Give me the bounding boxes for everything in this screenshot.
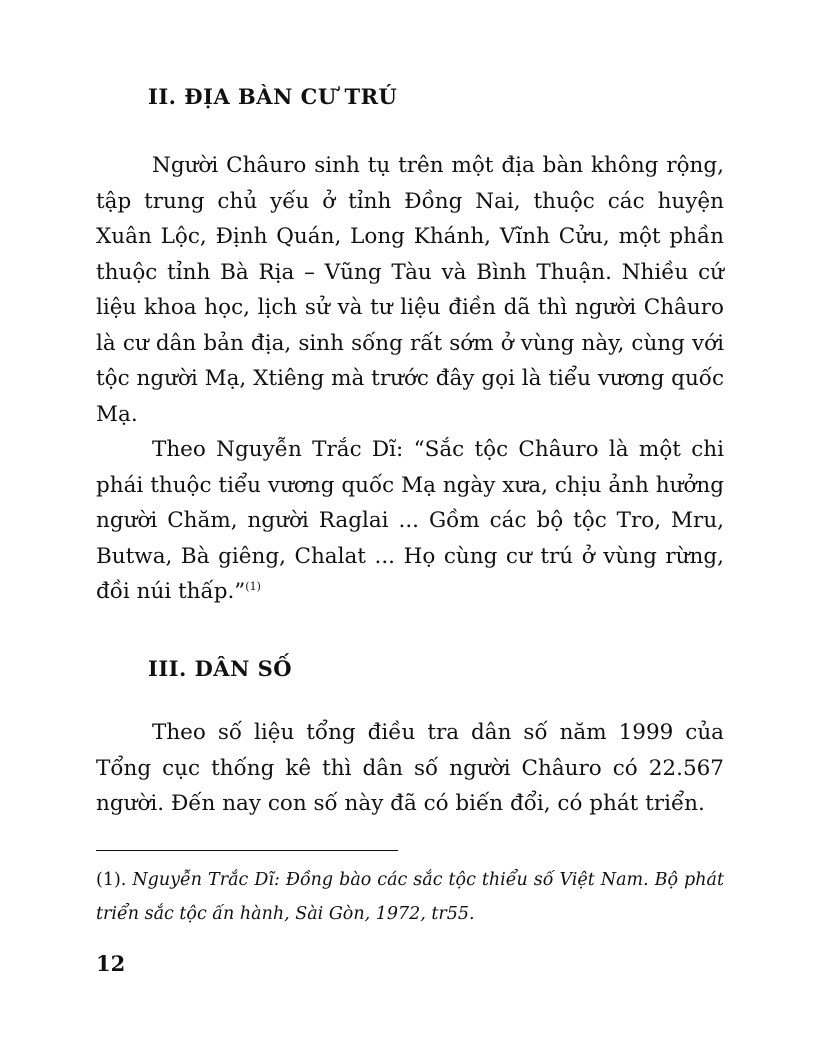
footnote-divider — [96, 850, 398, 851]
paragraph-dia-ban: Người Châuro sinh tụ trên một địa bàn không rộng, tập trung chủ yếu ở tỉnh Đồng Nai, thuộc các huyện Xuân Lộc, Định Quán, Long Khánh, Vĩnh Cửu, một phần thuộc tỉnh Bà Rịa – Vũng Tàu và Bình Thuận. Nhiều cứ liệu khoa học, lịch sử và tư liệu điền dã thì người Châuro là cư dân bản địa, sinh sống rất sớm ở vùng này, cùng với tộc người Mạ, Xtiêng mà trước đây gọi là tiểu vương quốc Mạ. — [96, 153, 724, 427]
footnote-text: Nguyễn Trắc Dĩ: Đồng bào các sắc tộc thiểu số Việt Nam. Bộ phát triển sắc tộc ấn hành, Sài Gòn, 1972, tr55. — [96, 870, 724, 924]
quotation-text: Theo Nguyễn Trắc Dĩ: “Sắc tộc Châuro là một chi phái thuộc tiểu vương quốc Mạ ngày xưa, chịu ảnh hưởng người Chăm, người Raglai ... Gồm các bộ tộc Tro, Mru, Butwa, Bà giêng, Chalat ... Họ cùng cư trú ở vùng rừng, đồi núi thấp.” — [96, 437, 724, 604]
footnote-marker: (1). — [96, 870, 127, 890]
paragraph-dan-so: Theo số liệu tổng điều tra dân số năm 1999 của Tổng cục thống kê thì dân số người Châuro có 22.567 người. Đến nay con số này đã có biến đổi, có phát triển. — [96, 720, 724, 816]
page-number: 12 — [96, 951, 126, 976]
footnote-reference: (1) — [245, 579, 261, 593]
footnote — [96, 863, 724, 931]
section-heading-dan-so: III. DÂN SỐ — [148, 656, 293, 681]
section-heading-dia-ban-cu-tru: II. ĐỊA BÀN CƯ TRÚ — [148, 84, 398, 109]
paragraph-quotation — [96, 432, 724, 610]
